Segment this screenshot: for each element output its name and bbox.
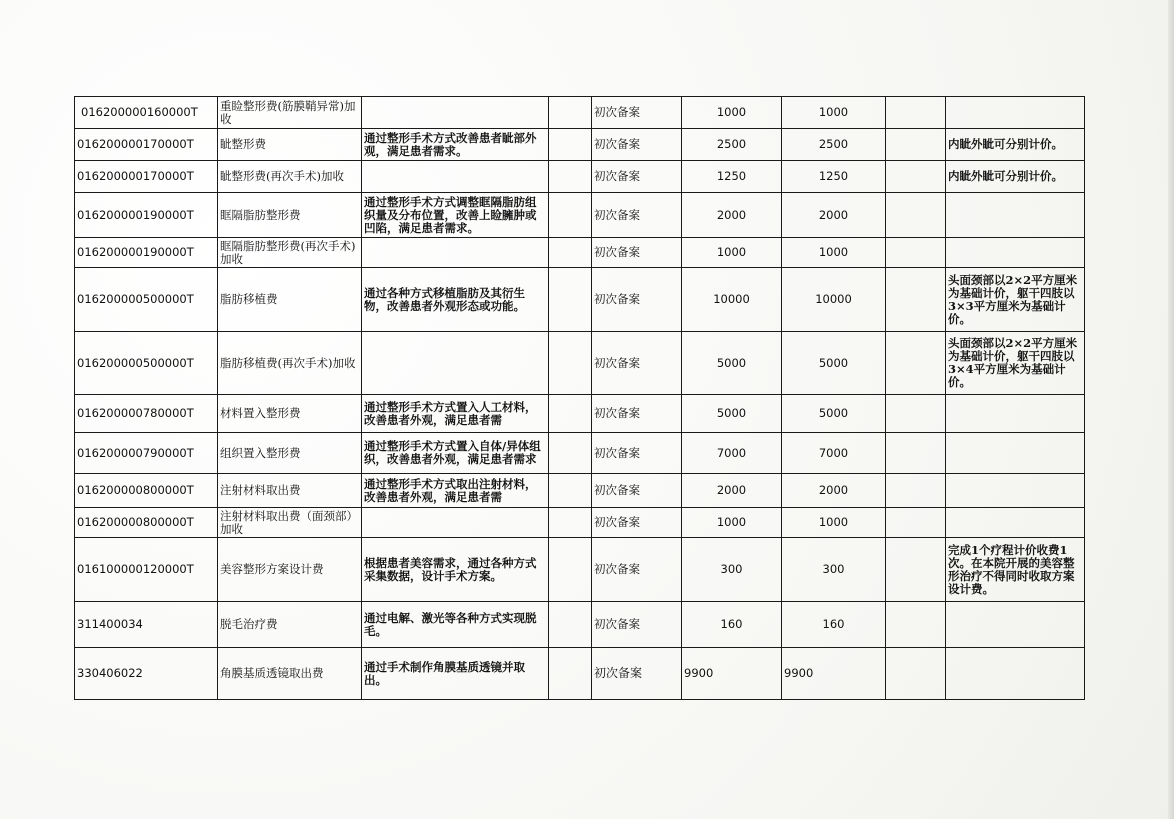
price-cell: 2000 [782,474,886,508]
table-row [75,433,1085,474]
filing-status: 初次备案 [592,508,682,538]
price-cell: 160 [782,602,886,648]
empty-cell [886,268,946,332]
item-note: 头面颈部以2×2平方厘米为基础计价，躯干四肢以3×4平方厘米为基础计价。 [946,332,1085,395]
empty-cell [549,193,592,238]
item-name: 重睑整形费(筋膜鞘异常)加收 [218,97,362,129]
table-row [75,238,1085,268]
item-code: 016200000800000T [75,508,218,538]
price-cell: 160 [682,602,782,648]
price-cell: 2500 [782,129,886,161]
item-note: 内眦外眦可分别计价。 [946,161,1085,193]
item-code: 330406022 [75,648,218,700]
empty-cell [549,268,592,332]
filing-status: 初次备案 [592,433,682,474]
empty-cell [549,238,592,268]
item-code: 016200000500000T [75,268,218,332]
item-note [946,648,1085,700]
item-code: 016200000190000T [75,238,218,268]
table-row [75,193,1085,238]
price-cell: 1250 [682,161,782,193]
fee-table [74,96,1085,700]
item-code: 016200000160000T [75,97,218,129]
filing-status: 初次备案 [592,238,682,268]
item-description [362,97,549,129]
item-code: 016200000190000T [75,193,218,238]
table-row [75,395,1085,433]
empty-cell [549,332,592,395]
item-note: 内眦外眦可分别计价。 [946,129,1085,161]
item-note [946,238,1085,268]
empty-cell [549,508,592,538]
item-note [946,508,1085,538]
item-description [362,508,549,538]
item-name: 注射材料取出费 [218,474,362,508]
price-cell: 5000 [682,332,782,395]
price-cell: 2000 [782,193,886,238]
item-description [362,238,549,268]
empty-cell [549,129,592,161]
item-note [946,97,1085,129]
empty-cell [549,538,592,602]
table-row [75,474,1085,508]
item-note: 完成1个疗程计价收费1次。在本院开展的美容整形治疗不得同时收取方案设计费。 [946,538,1085,602]
item-code: 016200000170000T [75,129,218,161]
item-code: 016200000170000T [75,161,218,193]
page-edge-shadow [1168,0,1174,819]
empty-cell [886,238,946,268]
item-note [946,602,1085,648]
item-code: 016200000500000T [75,332,218,395]
table-row [75,268,1085,332]
item-description: 通过各种方式移植脂肪及其衍生物，改善患者外观形态或功能。 [362,268,549,332]
price-cell: 1000 [682,97,782,129]
price-cell: 10000 [782,268,886,332]
price-cell: 10000 [682,268,782,332]
price-cell: 2000 [682,474,782,508]
empty-cell [549,161,592,193]
empty-cell [549,602,592,648]
item-name: 眦整形费(再次手术)加收 [218,161,362,193]
price-cell: 5000 [782,395,886,433]
empty-cell [549,474,592,508]
filing-status: 初次备案 [592,268,682,332]
table-row [75,648,1085,700]
empty-cell [549,97,592,129]
item-description: 通过手术制作角膜基质透镜并取出。 [362,648,549,700]
empty-cell [886,332,946,395]
item-code: 016200000800000T [75,474,218,508]
price-cell: 7000 [782,433,886,474]
filing-status: 初次备案 [592,161,682,193]
price-cell: 7000 [682,433,782,474]
empty-cell [886,97,946,129]
item-description [362,332,549,395]
price-cell: 2000 [682,193,782,238]
item-description [362,161,549,193]
item-name: 眶隔脂肪整形费 [218,193,362,238]
table-row [75,129,1085,161]
empty-cell [549,395,592,433]
item-name: 角膜基质透镜取出费 [218,648,362,700]
filing-status: 初次备案 [592,538,682,602]
price-cell: 1000 [682,238,782,268]
item-name: 脱毛治疗费 [218,602,362,648]
price-cell: 300 [782,538,886,602]
empty-cell [886,395,946,433]
item-name: 脂肪移植费 [218,268,362,332]
item-name: 美容整形方案设计费 [218,538,362,602]
price-cell: 1000 [682,508,782,538]
filing-status: 初次备案 [592,602,682,648]
item-name: 眦整形费 [218,129,362,161]
item-description: 根据患者美容需求，通过各种方式采集数据，设计手术方案。 [362,538,549,602]
price-cell: 1000 [782,238,886,268]
filing-status: 初次备案 [592,97,682,129]
price-cell: 1250 [782,161,886,193]
empty-cell [549,433,592,474]
table-row [75,538,1085,602]
item-name: 注射材料取出费（面颈部）加收 [218,508,362,538]
filing-status: 初次备案 [592,129,682,161]
item-description: 通过电解、激光等各种方式实现脱毛。 [362,602,549,648]
item-note [946,433,1085,474]
item-description: 通过整形手术方式取出注射材料，改善患者外观，满足患者需 [362,474,549,508]
empty-cell [886,508,946,538]
item-name: 脂肪移植费(再次手术)加收 [218,332,362,395]
item-description: 通过整形手术方式改善患者眦部外观，满足患者需求。 [362,129,549,161]
empty-cell [886,474,946,508]
filing-status: 初次备案 [592,395,682,433]
table-row [75,508,1085,538]
item-note: 头面颈部以2×2平方厘米为基础计价，躯干四肢以3×3平方厘米为基础计价。 [946,268,1085,332]
filing-status: 初次备案 [592,193,682,238]
item-name: 眶隔脂肪整形费(再次手术)加收 [218,238,362,268]
item-code: 016200000780000T [75,395,218,433]
empty-cell [886,193,946,238]
item-description: 通过整形手术方式置入人工材料，改善患者外观，满足患者需 [362,395,549,433]
price-cell: 9900 [782,648,886,700]
empty-cell [886,538,946,602]
filing-status: 初次备案 [592,648,682,700]
item-code: 016200000790000T [75,433,218,474]
filing-status: 初次备案 [592,474,682,508]
price-cell: 5000 [682,395,782,433]
table-row [75,161,1085,193]
empty-cell [886,129,946,161]
empty-cell [886,433,946,474]
table-row [75,602,1085,648]
table-row [75,97,1085,129]
price-cell: 2500 [682,129,782,161]
price-cell: 1000 [782,508,886,538]
empty-cell [549,648,592,700]
item-code: 016100000120000T [75,538,218,602]
filing-status: 初次备案 [592,332,682,395]
table-row [75,332,1085,395]
item-name: 组织置入整形费 [218,433,362,474]
empty-cell [886,602,946,648]
empty-cell [886,648,946,700]
price-cell: 300 [682,538,782,602]
item-name: 材料置入整形费 [218,395,362,433]
item-description: 通过整形手术方式置入自体/异体组织，改善患者外观，满足患者需求 [362,433,549,474]
item-note [946,474,1085,508]
item-note [946,395,1085,433]
price-cell: 5000 [782,332,886,395]
price-cell: 9900 [682,648,782,700]
item-code: 311400034 [75,602,218,648]
item-note [946,193,1085,238]
empty-cell [886,161,946,193]
item-description: 通过整形手术方式调整眶隔脂肪组织量及分布位置，改善上睑臃肿或凹陷，满足患者需求。 [362,193,549,238]
price-cell: 1000 [782,97,886,129]
